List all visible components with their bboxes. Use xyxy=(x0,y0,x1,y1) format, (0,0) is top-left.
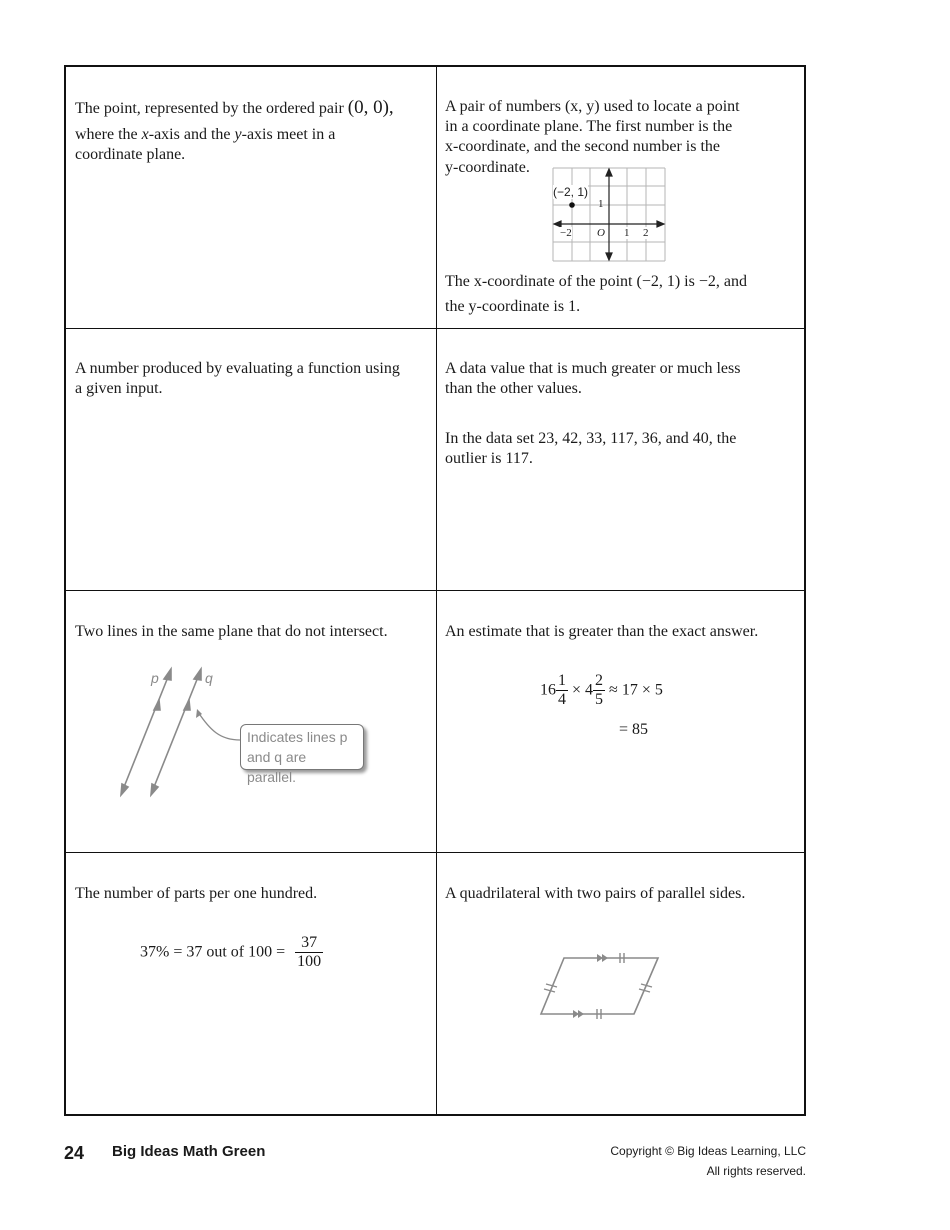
ordered-pair-definition-line2: in a coordinate plane. The first number is the xyxy=(445,118,733,135)
ordered-pair-example-line2: the y-coordinate is 1. xyxy=(445,298,581,315)
overestimate-expression: 16 $\frac{1}{4}$ × 4 $\frac{2}{5}$ ≈ 17 × 5 xyxy=(540,672,663,708)
line-label-p: p xyxy=(151,670,159,686)
parallel-callout xyxy=(240,724,364,785)
parallel-lines-figure xyxy=(110,660,240,800)
page-number: 24 xyxy=(64,1143,85,1163)
copyright-text: Copyright © Big Ideas Learning, LLC xyxy=(610,1144,806,1158)
parallelogram-figure xyxy=(535,950,665,1020)
outlier-definition-line2: than the other values. xyxy=(445,380,582,397)
origin-definition-line3: coordinate plane. xyxy=(75,146,186,163)
graph-tick-y1: 1 xyxy=(598,198,604,210)
ordered-pair-definition-line1: A pair of numbers (x, y) used to locate a point xyxy=(445,98,740,115)
callout-line1: Indicates lines p xyxy=(247,729,348,745)
graph-origin-label: O xyxy=(597,227,605,239)
graph-point-label: (−2, 1) xyxy=(553,185,589,199)
callout-line2: and q are parallel. xyxy=(247,749,307,785)
graph-tick-x2: 2 xyxy=(643,227,649,239)
row-divider xyxy=(66,328,804,329)
row-divider xyxy=(66,852,804,853)
origin-definition-line1: The point, represented by the ordered pair (0, 0), xyxy=(75,97,394,118)
percent-definition: The number of parts per one hundred. xyxy=(75,885,318,902)
origin-definition-line2: where the x-axis and the y-axis meet in a xyxy=(75,126,336,143)
ordered-pair-definition-line3: x-coordinate, and the second number is the xyxy=(445,138,721,155)
parallelogram-definition: A quadrilateral with two pairs of parallel sides. xyxy=(445,885,746,902)
outlier-example-line1: In the data set 23, 42, 33, 117, 36, and 40, the xyxy=(445,430,737,447)
rights-text: All rights reserved. xyxy=(706,1164,806,1178)
book-title: Big Ideas Math Green xyxy=(112,1143,266,1160)
parallel-lines-definition: Two lines in the same plane that do not intersect. xyxy=(75,623,388,640)
output-definition-line1: A number produced by evaluating a function using xyxy=(75,360,400,377)
overestimate-result: = 85 xyxy=(619,721,649,738)
outlier-example-line2: outlier is 117. xyxy=(445,450,533,467)
percent-expression: 37% = 37 out of 100 = $\frac{37}{100}$ xyxy=(140,934,322,970)
graph-tick-x1: 1 xyxy=(624,227,630,239)
coordinate-plane-graph xyxy=(550,166,670,264)
overestimate-definition: An estimate that is greater than the exact answer. xyxy=(445,623,759,640)
output-definition-line2: a given input. xyxy=(75,380,163,397)
ordered-pair-definition-line4: y-coordinate. xyxy=(445,159,530,176)
outlier-definition-line1: A data value that is much greater or much less xyxy=(445,360,741,377)
graph-tick-xm2: −2 xyxy=(560,227,572,239)
line-label-q: q xyxy=(205,670,213,686)
row-divider xyxy=(66,590,804,591)
ordered-pair-example-line1: The x-coordinate of the point (−2, 1) is −2, and xyxy=(445,273,747,290)
plotted-point xyxy=(569,202,575,208)
